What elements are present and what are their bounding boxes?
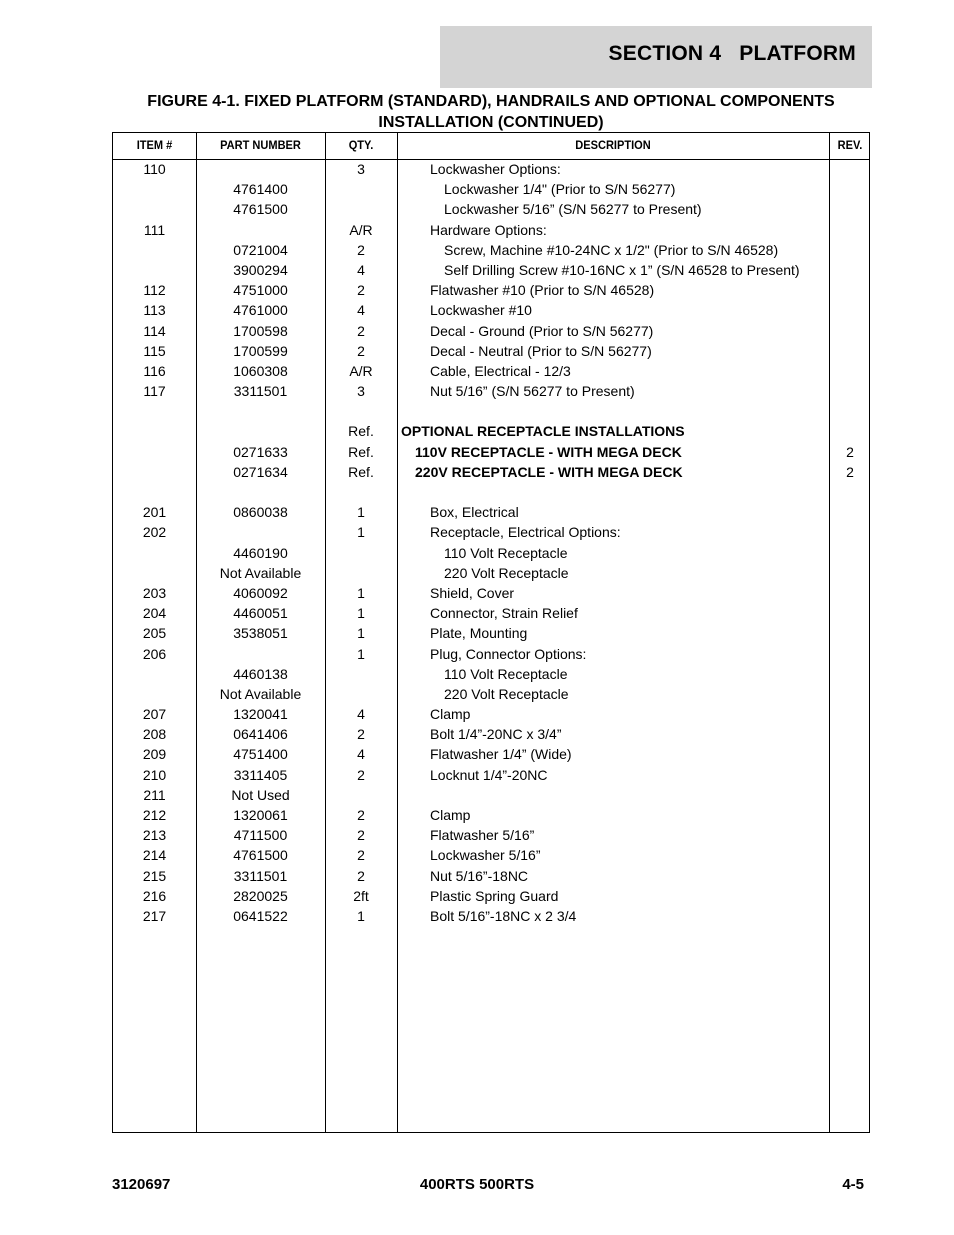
item-number-cell: 202	[142, 524, 167, 541]
parts-table	[112, 132, 870, 1133]
figure-title-line1: FIGURE 4-1. FIXED PLATFORM (STANDARD), HANDRAILS AND OPTIONAL COMPONENTS	[147, 93, 835, 110]
item-number-cell: 206	[142, 645, 167, 662]
description-cell: Connector, Strain Relief	[430, 605, 578, 622]
description-cell: Clamp	[430, 807, 471, 823]
part-number-cell: Not Available	[219, 685, 302, 702]
quantity-cell: 2	[357, 867, 365, 884]
revision-cell: 2	[846, 443, 854, 460]
table-row	[113, 260, 869, 280]
part-number-cell: Not Available	[219, 564, 302, 581]
part-number-cell: 3311501	[233, 867, 288, 884]
header-item: ITEM #	[136, 138, 173, 152]
description-cell: 110 Volt Receptacle	[444, 665, 568, 682]
table-row	[113, 906, 869, 926]
part-number-cell: 1700599	[233, 342, 288, 359]
table-row	[113, 644, 869, 664]
quantity-cell: A/R	[349, 362, 373, 379]
part-number-cell: 4751000	[233, 282, 288, 299]
part-number-cell: 4761000	[233, 302, 288, 319]
description-cell: Lockwasher 5/16”	[430, 847, 541, 864]
table-row	[113, 684, 869, 704]
part-number-cell: 1060308	[233, 362, 288, 379]
description-cell: Hardware Options:	[430, 221, 547, 238]
item-number-cell: 116	[143, 362, 166, 379]
quantity-cell: 2	[357, 766, 365, 783]
table-row	[113, 583, 869, 603]
quantity-cell: 2	[357, 726, 365, 743]
description-cell: Lockwasher 1/4" (Prior to S/N 56277)	[444, 181, 676, 198]
part-number-cell: 3311405	[233, 766, 288, 783]
description-cell: OPTIONAL RECEPTACLE INSTALLATIONS	[401, 423, 685, 440]
table-row	[113, 220, 869, 240]
table-row	[113, 522, 869, 542]
description-cell: Bolt 1/4”-20NC x 3/4”	[430, 726, 562, 743]
table-row	[113, 825, 869, 845]
quantity-cell: 1	[357, 584, 365, 601]
part-number-cell: 0271633	[233, 443, 288, 460]
description-cell: 220 Volt Receptacle	[444, 685, 569, 702]
table-row	[113, 159, 869, 179]
table-row	[113, 321, 869, 341]
part-number-cell: 1320061	[233, 807, 288, 823]
table-row	[113, 361, 869, 381]
item-number-cell: 114	[143, 322, 166, 339]
quantity-cell: 2ft	[353, 887, 369, 904]
description-cell: Lockwasher Options:	[430, 161, 561, 177]
description-cell: Bolt 5/16”-18NC x 2 3/4	[430, 907, 577, 924]
part-number-cell: 1320041	[233, 706, 288, 723]
table-row	[113, 744, 869, 764]
description-cell: Decal - Ground (Prior to S/N 56277)	[430, 322, 654, 339]
table-body	[113, 159, 869, 926]
header-description: DESCRIPTION	[575, 138, 651, 152]
table-row	[113, 724, 869, 744]
quantity-cell: 4	[357, 261, 365, 278]
table-row	[113, 280, 869, 300]
quantity-cell: Ref.	[348, 463, 374, 480]
description-cell: Self Drilling Screw #10-16NC x 1” (S/N 46528 to Present)	[444, 261, 800, 278]
description-cell: Nut 5/16”-18NC	[430, 867, 529, 884]
part-number-cell: 4460051	[233, 605, 288, 622]
quantity-cell: Ref.	[348, 423, 374, 440]
table-row	[113, 704, 869, 724]
item-number-cell: 213	[142, 827, 167, 844]
quantity-cell: 1	[357, 605, 365, 622]
item-number-cell: 207	[142, 706, 167, 723]
description-cell: Lockwasher #10	[430, 302, 532, 319]
quantity-cell: 2	[357, 807, 365, 823]
description-cell: Plate, Mounting	[430, 625, 528, 642]
part-number-cell: 4751400	[233, 746, 288, 763]
description-cell: Screw, Machine #10-24NC x 1/2" (Prior to S/N 46528)	[444, 241, 779, 258]
item-number-cell: 215	[142, 867, 167, 884]
table-row	[113, 421, 869, 441]
table-row	[113, 179, 869, 199]
description-cell: Flatwasher #10 (Prior to S/N 46528)	[430, 282, 655, 299]
item-number-cell: 209	[142, 746, 167, 763]
part-number-cell: 4761400	[233, 181, 288, 198]
section-title: SECTION 4 PLATFORM	[608, 42, 856, 65]
table-row	[113, 845, 869, 865]
quantity-cell: 1	[357, 504, 365, 521]
part-number-cell: 4460138	[233, 665, 288, 682]
table-row	[113, 401, 869, 421]
description-cell: Flatwasher 1/4” (Wide)	[430, 746, 572, 763]
part-number-cell: 0641522	[233, 907, 288, 924]
quantity-cell: A/R	[349, 221, 373, 238]
table-row	[113, 462, 869, 482]
item-number-cell: 110	[143, 161, 166, 177]
table-row	[113, 563, 869, 583]
table-row	[113, 664, 869, 684]
part-number-cell: 4711500	[233, 827, 288, 844]
header-qty: QTY.	[348, 138, 374, 152]
part-number-cell: 0860038	[233, 504, 288, 521]
description-cell: Receptacle, Electrical Options:	[430, 524, 621, 541]
quantity-cell: 2	[357, 322, 365, 339]
description-cell: Locknut 1/4”-20NC	[430, 766, 548, 783]
table-row	[113, 623, 869, 643]
footer-page-number: 4-5	[842, 1176, 864, 1193]
footer-doc-number: 3120697	[112, 1176, 171, 1193]
section-banner	[440, 26, 872, 88]
description-cell: 220 Volt Receptacle	[444, 564, 569, 581]
table-row	[113, 866, 869, 886]
table-row	[113, 442, 869, 462]
quantity-cell: 2	[357, 827, 365, 844]
figure-title	[112, 91, 870, 133]
item-number-cell: 115	[143, 342, 166, 359]
part-number-cell: 4761500	[233, 847, 288, 864]
item-number-cell: 204	[142, 605, 167, 622]
part-number-cell: 4460190	[233, 544, 288, 561]
description-cell: Box, Electrical	[430, 504, 519, 521]
part-number-cell: Not Used	[231, 786, 290, 803]
part-number-cell: 3538051	[233, 625, 288, 642]
description-cell: 110 Volt Receptacle	[444, 544, 568, 561]
table-row	[113, 502, 869, 522]
description-cell: Plastic Spring Guard	[430, 887, 559, 904]
item-number-cell: 113	[143, 302, 166, 319]
quantity-cell: 2	[357, 241, 365, 258]
quantity-cell: 2	[357, 282, 365, 299]
description-cell: Shield, Cover	[430, 584, 515, 601]
figure-title-line2: INSTALLATION (CONTINUED)	[378, 114, 604, 131]
item-number-cell: 201	[142, 504, 167, 521]
description-cell: Clamp	[430, 706, 471, 723]
quantity-cell: 4	[357, 302, 365, 319]
item-number-cell: 216	[142, 887, 167, 904]
quantity-cell: 4	[357, 706, 365, 723]
description-cell: Decal - Neutral (Prior to S/N 56277)	[430, 342, 652, 359]
quantity-cell: 1	[357, 524, 365, 541]
item-number-cell: 211	[143, 786, 166, 803]
table-row	[113, 341, 869, 361]
item-number-cell: 214	[142, 847, 167, 864]
table-row	[113, 199, 869, 219]
description-cell: Lockwasher 5/16” (S/N 56277 to Present)	[444, 201, 702, 218]
item-number-cell: 203	[142, 584, 167, 601]
table-row	[113, 300, 869, 320]
table-row	[113, 886, 869, 906]
table-row	[113, 482, 869, 502]
part-number-cell: 0271634	[233, 463, 288, 480]
quantity-cell: 3	[357, 161, 365, 177]
part-number-cell: 4761500	[233, 201, 288, 218]
item-number-cell: 217	[142, 907, 167, 924]
table-row	[113, 603, 869, 623]
table-row	[113, 805, 869, 825]
quantity-cell: 1	[357, 625, 365, 642]
part-number-cell: 2820025	[233, 887, 288, 904]
part-number-cell: 0721004	[233, 241, 288, 258]
quantity-cell: 1	[357, 907, 365, 924]
description-cell: Plug, Connector Options:	[430, 645, 587, 662]
part-number-cell: 0641406	[233, 726, 288, 743]
quantity-cell: 3	[357, 383, 365, 400]
revision-cell: 2	[846, 463, 854, 480]
description-cell: Cable, Electrical - 12/3	[430, 362, 571, 379]
item-number-cell: 205	[142, 625, 167, 642]
description-cell: 110V RECEPTACLE - WITH MEGA DECK	[415, 443, 682, 460]
item-number-cell: 210	[142, 766, 167, 783]
header-rev: REV.	[837, 138, 863, 152]
table-row	[113, 381, 869, 401]
part-number-cell: 1700598	[233, 322, 288, 339]
quantity-cell: 4	[357, 746, 365, 763]
item-number-cell: 111	[143, 221, 166, 238]
header-part-number: PART NUMBER	[220, 138, 301, 152]
item-number-cell: 117	[143, 383, 166, 400]
table-row	[113, 765, 869, 785]
part-number-cell: 4060092	[233, 584, 288, 601]
description-cell: Flatwasher 5/16”	[430, 827, 535, 844]
part-number-cell: 3900294	[233, 261, 288, 278]
part-number-cell: 3311501	[233, 383, 288, 400]
table-row	[113, 240, 869, 260]
quantity-cell: 2	[357, 342, 365, 359]
description-cell: 220V RECEPTACLE - WITH MEGA DECK	[415, 463, 683, 480]
item-number-cell: 208	[142, 726, 167, 743]
footer-model: 400RTS 500RTS	[419, 1176, 535, 1193]
table-row	[113, 785, 869, 805]
item-number-cell: 212	[142, 807, 167, 823]
quantity-cell: Ref.	[348, 443, 374, 460]
item-number-cell: 112	[143, 282, 166, 299]
table-row	[113, 543, 869, 563]
description-cell: Nut 5/16” (S/N 56277 to Present)	[430, 383, 635, 400]
quantity-cell: 2	[357, 847, 365, 864]
quantity-cell: 1	[357, 645, 365, 662]
